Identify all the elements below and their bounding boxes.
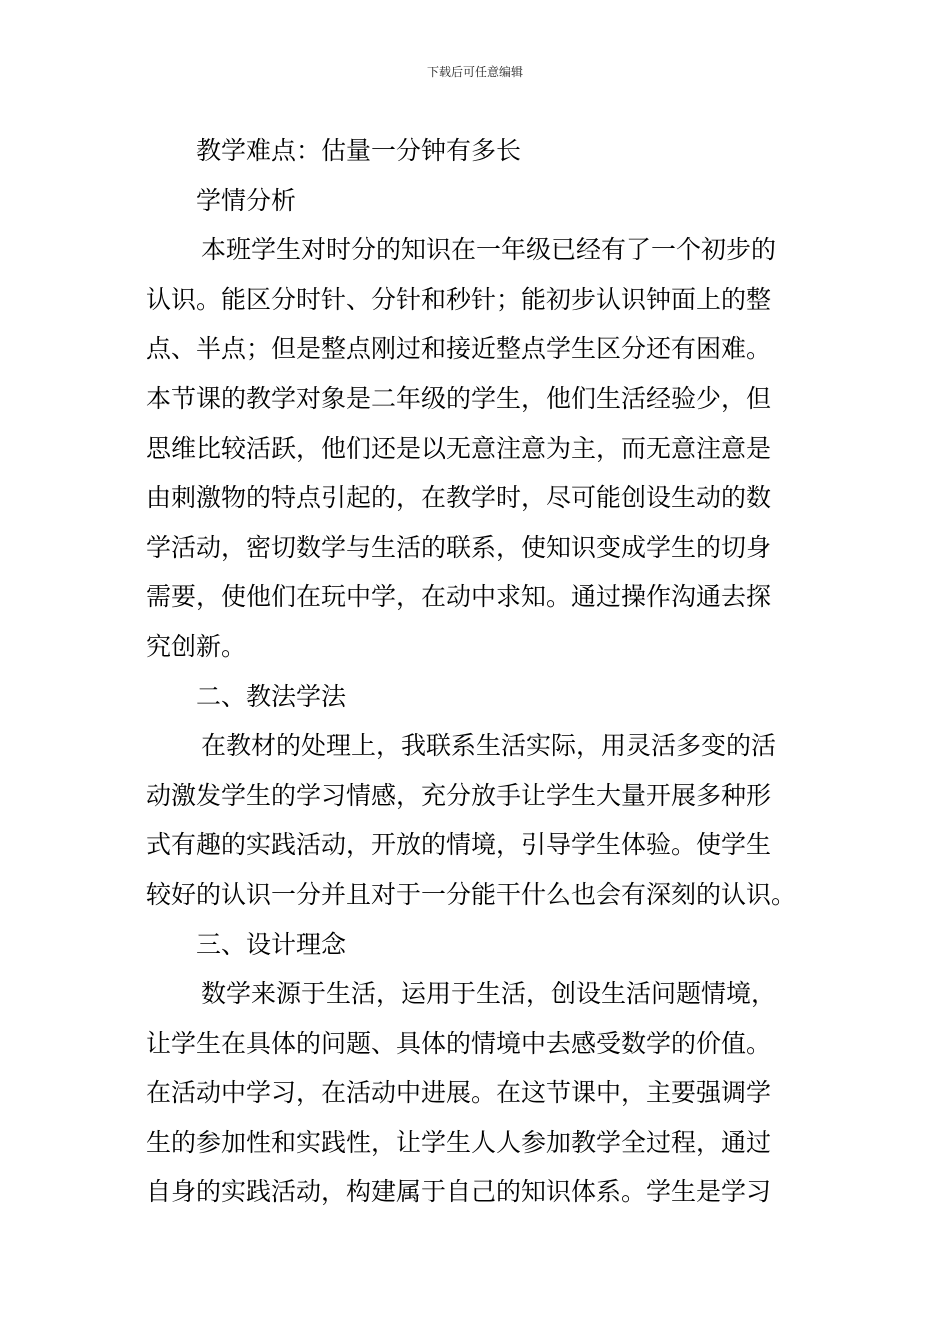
paragraph-line: 由刺激物的特点引起的，在教学时，尽可能创设生动的数	[146, 483, 772, 513]
heading-student-analysis: 学情分析	[196, 185, 297, 215]
heading-teaching-difficulty: 教学难点：估量一分钟有多长	[196, 136, 522, 165]
paragraph-line: 较好的认识一分并且对于一分能干什么也会有深刻的认识。	[146, 879, 797, 909]
paragraph-line: 让学生在具体的问题、具体的情境中去感受数学的价值。	[146, 1028, 772, 1058]
paragraph-line: 动激发学生的学习情感，充分放手让学生大量开展多种形	[146, 780, 772, 810]
paragraph-line: 认识。能区分时针、分针和秒针；能初步认识钟面上的整	[146, 284, 772, 314]
paragraph-line: 数学来源于生活，运用于生活，创设生活问题情境，	[201, 979, 777, 1009]
document-body	[146, 126, 806, 1217]
paragraph-line: 生的参加性和实践性，让学生人人参加教学全过程，通过	[146, 1127, 772, 1157]
paragraph-line: 在教材的处理上，我联系生活实际，用灵活多变的活	[201, 731, 777, 761]
paragraph-line: 本班学生对时分的知识在一年级已经有了一个初步的	[201, 235, 777, 265]
paragraph-line: 究创新。	[146, 631, 247, 661]
paragraph-line: 本节课的教学对象是二年级的学生，他们生活经验少，但	[146, 383, 772, 413]
paragraph-line: 点、半点；但是整点刚过和接近整点学生区分还有困难。	[146, 334, 772, 364]
paragraph-line: 自身的实践活动，构建属于自己的知识体系。学生是学习	[146, 1177, 772, 1207]
paragraph-line: 思维比较活跃，他们还是以无意注意为主，而无意注意是	[146, 433, 772, 463]
paragraph-line: 需要，使他们在玩中学，在动中求知。通过操作沟通去探	[146, 582, 772, 612]
heading-design-concept: 三、设计理念	[196, 929, 347, 959]
paragraph-line: 在活动中学习，在活动中进展。在这节课中，主要强调学	[146, 1078, 772, 1108]
paragraph-line: 式有趣的实践活动，开放的情境，引导学生体验。使学生	[146, 830, 772, 860]
page-header: 下载后可任意编辑	[426, 65, 523, 79]
paragraph-line: 学活动，密切数学与生活的联系，使知识变成学生的切身	[146, 532, 772, 562]
heading-teaching-methods: 二、教法学法	[196, 681, 347, 711]
